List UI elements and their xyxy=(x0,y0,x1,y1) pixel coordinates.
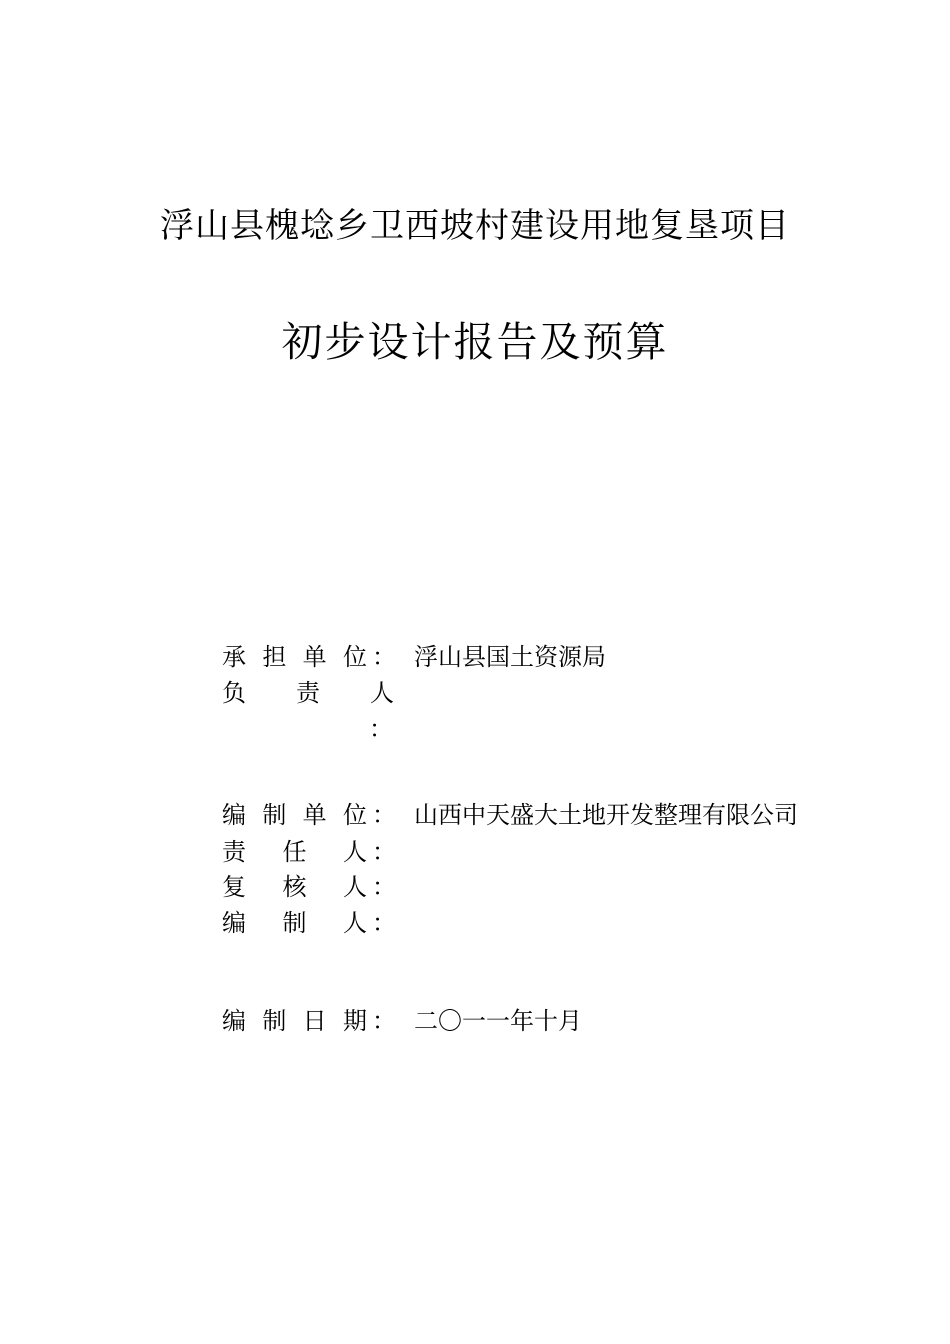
responsible-label: 责任人 xyxy=(222,838,367,866)
compiler-unit-colon: ： xyxy=(372,801,396,829)
undertaker-label: 承担单位 xyxy=(222,643,367,671)
responsible-colon: ： xyxy=(372,838,396,866)
undertaker-value: 浮山县国土资源局 xyxy=(414,643,606,671)
leader-colon: ： xyxy=(369,715,393,743)
date-label: 编制日期 xyxy=(222,1007,367,1035)
leader-label: 负责人 xyxy=(222,679,394,707)
project-title: 浮山县槐埝乡卫西坡村建设用地复垦项目 xyxy=(160,206,790,246)
report-title: 初步设计报告及预算 xyxy=(281,318,669,366)
date-colon: ： xyxy=(372,1007,396,1035)
compiler-unit-value: 山西中天盛大土地开发整理有限公司 xyxy=(414,801,798,829)
compiler-label: 编制人 xyxy=(222,909,367,937)
reviewer-label: 复核人 xyxy=(222,873,367,901)
compiler-colon: ： xyxy=(372,909,396,937)
date-value: 二〇一一年十月 xyxy=(414,1007,582,1035)
undertaker-colon: ： xyxy=(372,643,396,671)
compiler-unit-label: 编制单位 xyxy=(222,801,367,829)
reviewer-colon: ： xyxy=(372,873,396,901)
